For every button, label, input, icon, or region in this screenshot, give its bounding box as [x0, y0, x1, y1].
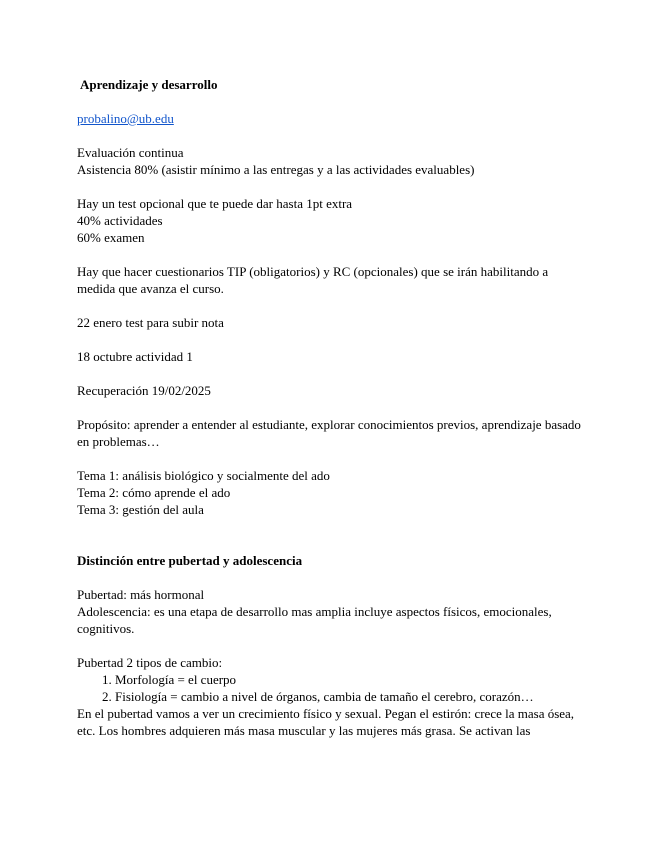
email-link[interactable]: probalino@ub.edu — [77, 111, 174, 126]
topic-3: Tema 3: gestión del aula — [77, 502, 204, 517]
section-heading: Distinción entre pubertad y adolescencia — [77, 553, 303, 568]
topic-2: Tema 2: cómo aprende el ado — [77, 485, 231, 500]
optional-test-note: Hay un test opcional que te puede dar hasta 1pt extra — [77, 196, 353, 211]
adolescence-definition: Adolescencia: es una etapa de desarrollo mas amplia incluye aspectos físicos, emocionales, cognitivos. — [77, 604, 552, 636]
activities-weight: 40% actividades — [77, 213, 163, 228]
puberty-definition: Pubertad: más hormonal — [77, 587, 205, 602]
recovery-date: Recuperación 19/02/2025 — [77, 383, 211, 398]
exam-weight: 60% examen — [77, 230, 145, 245]
topic-1: Tema 1: análisis biológico y socialmente del ado — [77, 468, 330, 483]
puberty-paragraph: En el pubertad vamos a ver un crecimiento físico y sexual. Pegan el estirón: crece la masa ósea, etc. Los hombres adquieren más masa muscular y las mujeres más grasa. Se activan las — [77, 706, 575, 738]
list-item: 1. Morfología = el cuerpo — [115, 671, 587, 688]
october-date: 18 octubre actividad 1 — [77, 349, 193, 364]
questionnaires-note: Hay que hacer cuestionarios TIP (obligatorios) y RC (opcionales) que se irán habilitando a medida que avanza el curso. — [77, 264, 549, 296]
change-types-intro: Pubertad 2 tipos de cambio: — [77, 655, 223, 670]
january-date: 22 enero test para subir nota — [77, 315, 224, 330]
purpose-paragraph: Propósito: aprender a entender al estudiante, explorar conocimientos previos, aprendizaje basado en problemas… — [77, 417, 581, 449]
document-page — [77, 76, 587, 739]
evaluation-heading: Evaluación continua — [77, 145, 184, 160]
evaluation-detail: Asistencia 80% (asistir mínimo a las entregas y a las actividades evaluables) — [77, 162, 475, 177]
list-item: 2. Fisiología = cambio a nivel de órganos, cambia de tamaño el cerebro, corazón… — [115, 688, 587, 705]
page-title: Aprendizaje y desarrollo — [80, 77, 218, 92]
change-types-list — [77, 671, 587, 705]
